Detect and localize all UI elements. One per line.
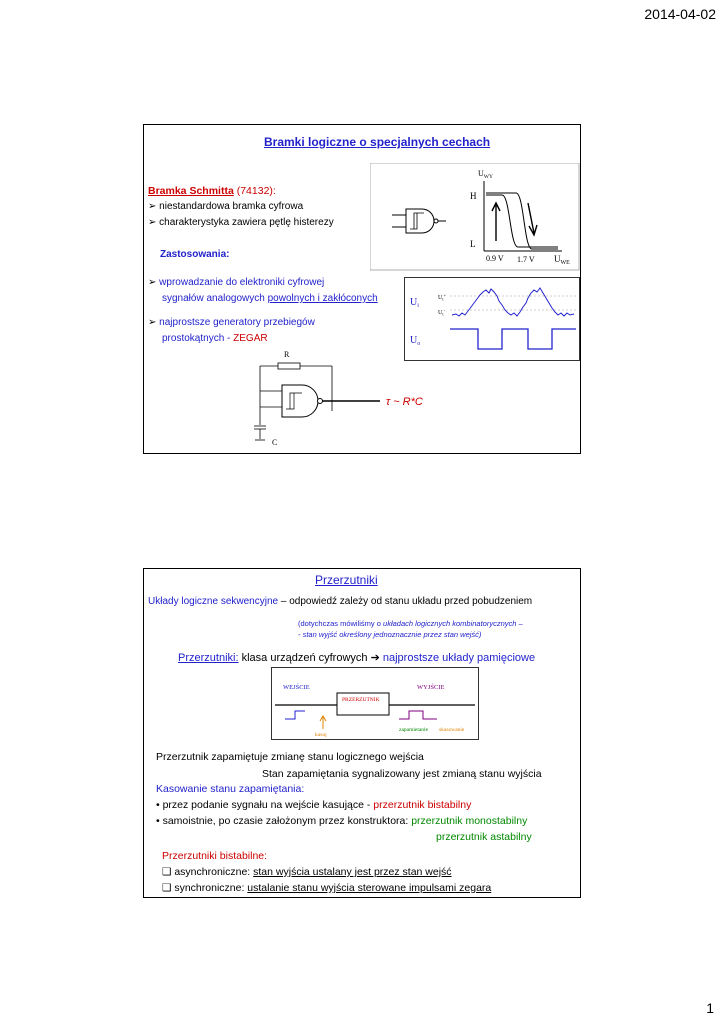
note-text: (dotychczas mówiliśmy o — [298, 619, 384, 628]
rc-oscillator-circuit — [252, 347, 382, 449]
application-text-cont — [162, 293, 378, 304]
bistable-term: przerzutnik bistabilny — [373, 799, 472, 811]
reset-label: kasuj — [315, 732, 327, 738]
astable-term: przerzutnik astabilny — [436, 831, 532, 843]
clear-label: skasowanie — [439, 727, 465, 733]
checkbox-icon: ❑ — [162, 882, 172, 894]
bistable-heading: Przerzutniki bistabilne: — [162, 850, 268, 862]
flip-flop-description-2: Stan zapamiętania sygnalizowany jest zmianą stanu wyjścia — [262, 768, 542, 780]
resistor-label: R — [284, 350, 290, 359]
application-item: ➢ najprostsze generatory przebiegów — [148, 317, 315, 328]
page-date: 2014-04-02 — [644, 6, 716, 22]
sync-label: synchroniczne: — [174, 882, 248, 894]
page-number: 1 — [706, 1000, 714, 1016]
uo-label: $U_o$ — [410, 335, 421, 347]
async-label: asynchroniczne: — [174, 866, 254, 878]
schmitt-label: Bramka Schmitta — [148, 185, 234, 197]
resistor-symbol — [278, 363, 300, 369]
reset-heading: Kasowanie stanu zapamiętania: — [156, 783, 305, 795]
reset-option-text: • samoistnie, po czasie założonym przez konstruktora: — [156, 815, 412, 827]
schmitt-gate-symbol — [392, 209, 446, 233]
class-rest: klasa urządzeń cyfrowych — [238, 652, 371, 664]
ut-minus-label: $U_t^-$ — [438, 307, 446, 317]
low-label: L — [470, 239, 476, 249]
intro-text — [148, 596, 532, 607]
sequential-logic-term: Układy logiczne sekwencyjne — [148, 596, 279, 607]
application-item: ➢ wprowadzanie do elektroniki cyfrowej — [148, 277, 325, 288]
application-text: sygnałów analogowych — [162, 293, 268, 304]
graph-frame — [370, 163, 579, 270]
y-axis-label: $U_{WY}$ — [478, 169, 493, 180]
schmitt-heading — [148, 185, 276, 197]
flip-flop-class-text — [178, 651, 535, 664]
hysteresis-graph — [370, 163, 580, 271]
ui-label: $U_i$ — [410, 297, 419, 309]
sync-description: ustalanie stanu wyjścia sterowane impulsami zegara — [247, 882, 492, 894]
application-text-cont — [162, 333, 268, 344]
threshold-high-label: 1.7 V — [517, 255, 535, 264]
slide-flip-flops — [143, 568, 581, 898]
monostable-term: przerzutnik monostabilny — [411, 815, 528, 827]
slide-schmitt-gates — [143, 124, 581, 454]
reset-option-1 — [156, 799, 471, 811]
curve-falling — [486, 195, 558, 247]
application-text: prostokątnych - — [162, 333, 234, 344]
slide-title: Przerzutniki — [315, 573, 378, 587]
intro-rest: – odpowiedź zależy od stanu układu przed pobudzeniem — [278, 596, 533, 607]
application-emphasis: powolnych i zakłóconych — [267, 293, 378, 304]
nand-gate-symbol — [282, 385, 318, 417]
arrow-right-icon: ➔ — [370, 652, 380, 664]
bullet-text: niestandardowa bramka cyfrowa — [159, 201, 304, 212]
schmitt-code: (74132): — [233, 185, 276, 197]
clock-highlight: ZEGAR — [233, 333, 268, 344]
sync-item — [162, 882, 491, 894]
reset-option-2 — [156, 815, 527, 827]
bullet-item: ➢ charakterystyka zawiera pętlę histerezy — [148, 217, 334, 228]
output-label: WYJŚCIE — [417, 684, 445, 691]
curve-rising — [486, 193, 558, 249]
application-text: wprowadzanie do elektroniki cyfrowej — [159, 277, 325, 288]
waveform-diagram — [404, 277, 580, 361]
store-label: zapamietanie — [399, 727, 429, 733]
note-line-2: - stan wyjść określony jednoznacznie przez stan wejść) — [298, 630, 482, 639]
application-text: najprostsze generatory przebiegów — [159, 317, 315, 328]
flip-flop-description: Przerzutnik zapamiętuje zmianę stanu logicznego wejścia — [156, 751, 424, 763]
class-end: najprostsze układy pamięciowe — [379, 652, 536, 664]
x-axis-label: $U_{WE}$ — [554, 254, 570, 266]
threshold-low-label: 0.9 V — [486, 254, 504, 263]
note-line — [298, 619, 523, 628]
note-italic: układach logicznych kombinatorycznych – — [383, 619, 523, 628]
bullet-item: ➢ niestandardowa bramka cyfrowa — [148, 201, 304, 212]
reset-option-text: • przez podanie sygnału na wejście kasujące - — [156, 799, 374, 811]
high-label: H — [470, 191, 477, 201]
input-label: WEJŚCIE — [283, 684, 310, 691]
ut-plus-label: $U_t^+$ — [438, 292, 447, 302]
checkbox-icon: ❑ — [162, 866, 172, 878]
arrow-down-icon — [528, 203, 537, 235]
async-description: stan wyjścia ustalany jest przez stan wejść — [253, 866, 452, 878]
slide-title: Bramki logiczne o specjalnych cechach — [264, 135, 491, 149]
async-item — [162, 866, 452, 878]
flip-flop-class-label: Przerzutniki: — [178, 652, 239, 664]
capacitor-label: C — [272, 438, 278, 447]
applications-heading: Zastosowania: — [160, 249, 230, 260]
bullet-text: charakterystyka zawiera pętlę histerezy — [159, 217, 334, 228]
time-constant-formula: τ ~ R*C — [386, 396, 423, 408]
flip-flop-block-label: PRZERZUTNIK — [342, 697, 380, 703]
arrow-up-icon — [492, 203, 500, 241]
flip-flop-diagram — [271, 667, 479, 741]
